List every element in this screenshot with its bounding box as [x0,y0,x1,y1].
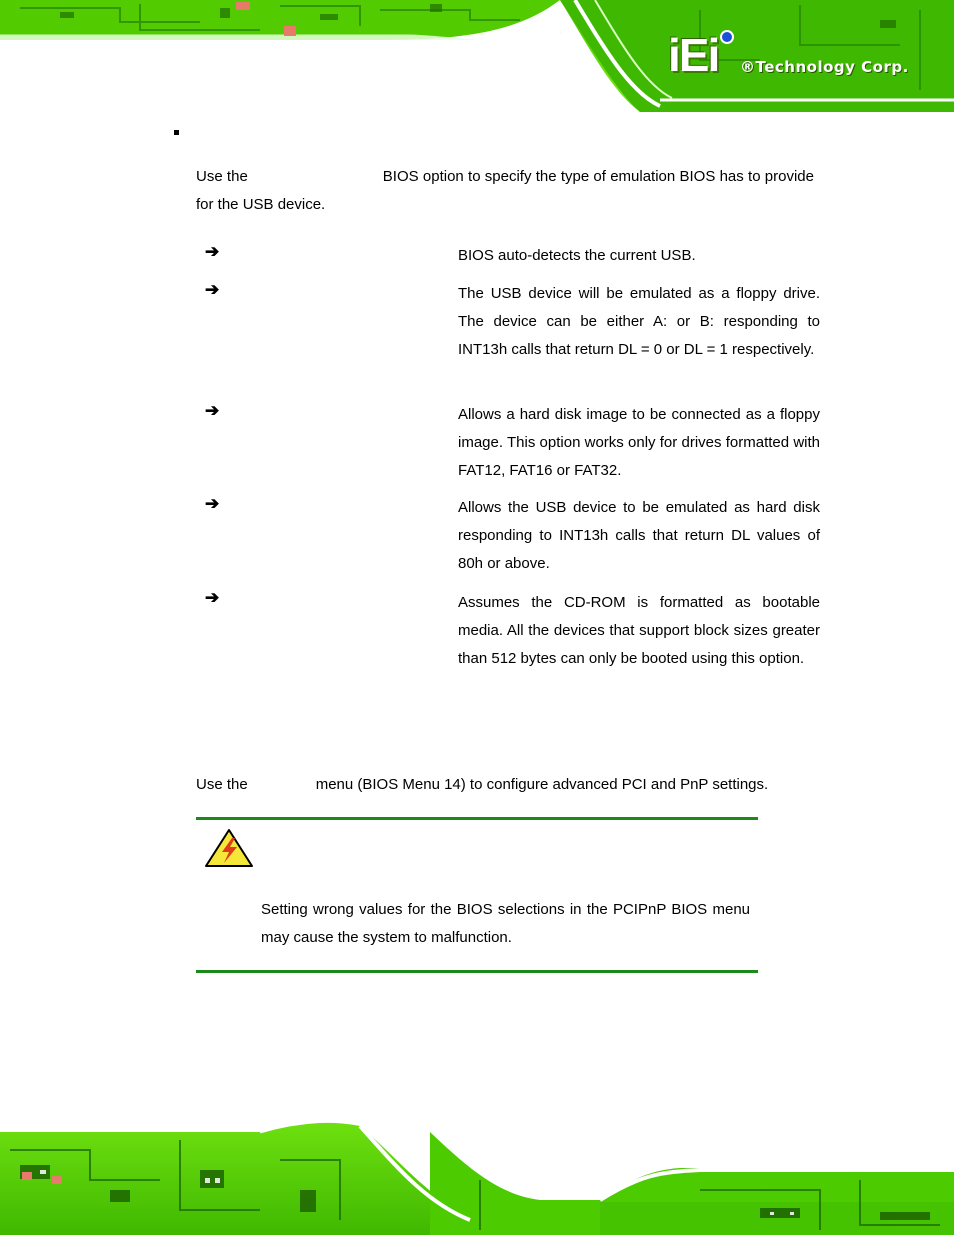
intro-rest: BIOS option to specify the type of emulation BIOS has to provide for the USB device. [196,168,814,213]
usb-emulation-intro [196,163,814,219]
warning-text: Setting wrong values for the BIOS selections in the PCIPnP BIOS menu may cause the system to malfunction. [261,901,750,946]
option-description-cdrom: Assumes the CD-ROM is formatted as bootable media. All the devices that support block sizes greater than 512 bytes can only be booted using this option. [458,594,820,667]
logo-mark: iEi [668,29,719,81]
section-bullet [174,130,179,135]
option-description-floppy: The USB device will be emulated as a floppy drive. The device can be either A: or B: responding to INT13h calls that return DL = 0 or DL = 1 respectively. [458,285,820,358]
option-description-hard-disk: Allows the USB device to be emulated as hard disk responding to INT13h calls that return DL values of 80h or above. [458,499,820,572]
warning-top-rule [196,817,758,820]
footer-circuit-banner [0,1120,954,1235]
pcipnp-lead: Use the [196,776,248,793]
arrow-icon: ➔ [205,401,220,420]
pcipnp-rest: menu (BIOS Menu 14) to configure advanced PCI and PnP settings. [315,776,769,793]
option-description-auto: BIOS auto-detects the current USB. [458,247,696,264]
intro-lead: Use the [196,168,248,185]
logo-text: ®Technology Corp. [740,58,909,76]
arrow-icon: ➔ [205,494,220,513]
arrow-icon: ➔ [205,588,220,607]
arrow-icon: ➔ [205,280,220,299]
warning-lightning-icon [204,828,254,868]
arrow-icon: ➔ [205,242,220,261]
option-description-forced-fdd: Allows a hard disk image to be connected as a floppy image. This option works only for drives formatted with FAT12, FAT16 or FAT32. [458,406,820,479]
pcipnp-intro [196,771,836,799]
logo-dot-icon [720,30,734,44]
warning-bottom-rule [196,970,758,973]
company-logo [668,28,948,84]
